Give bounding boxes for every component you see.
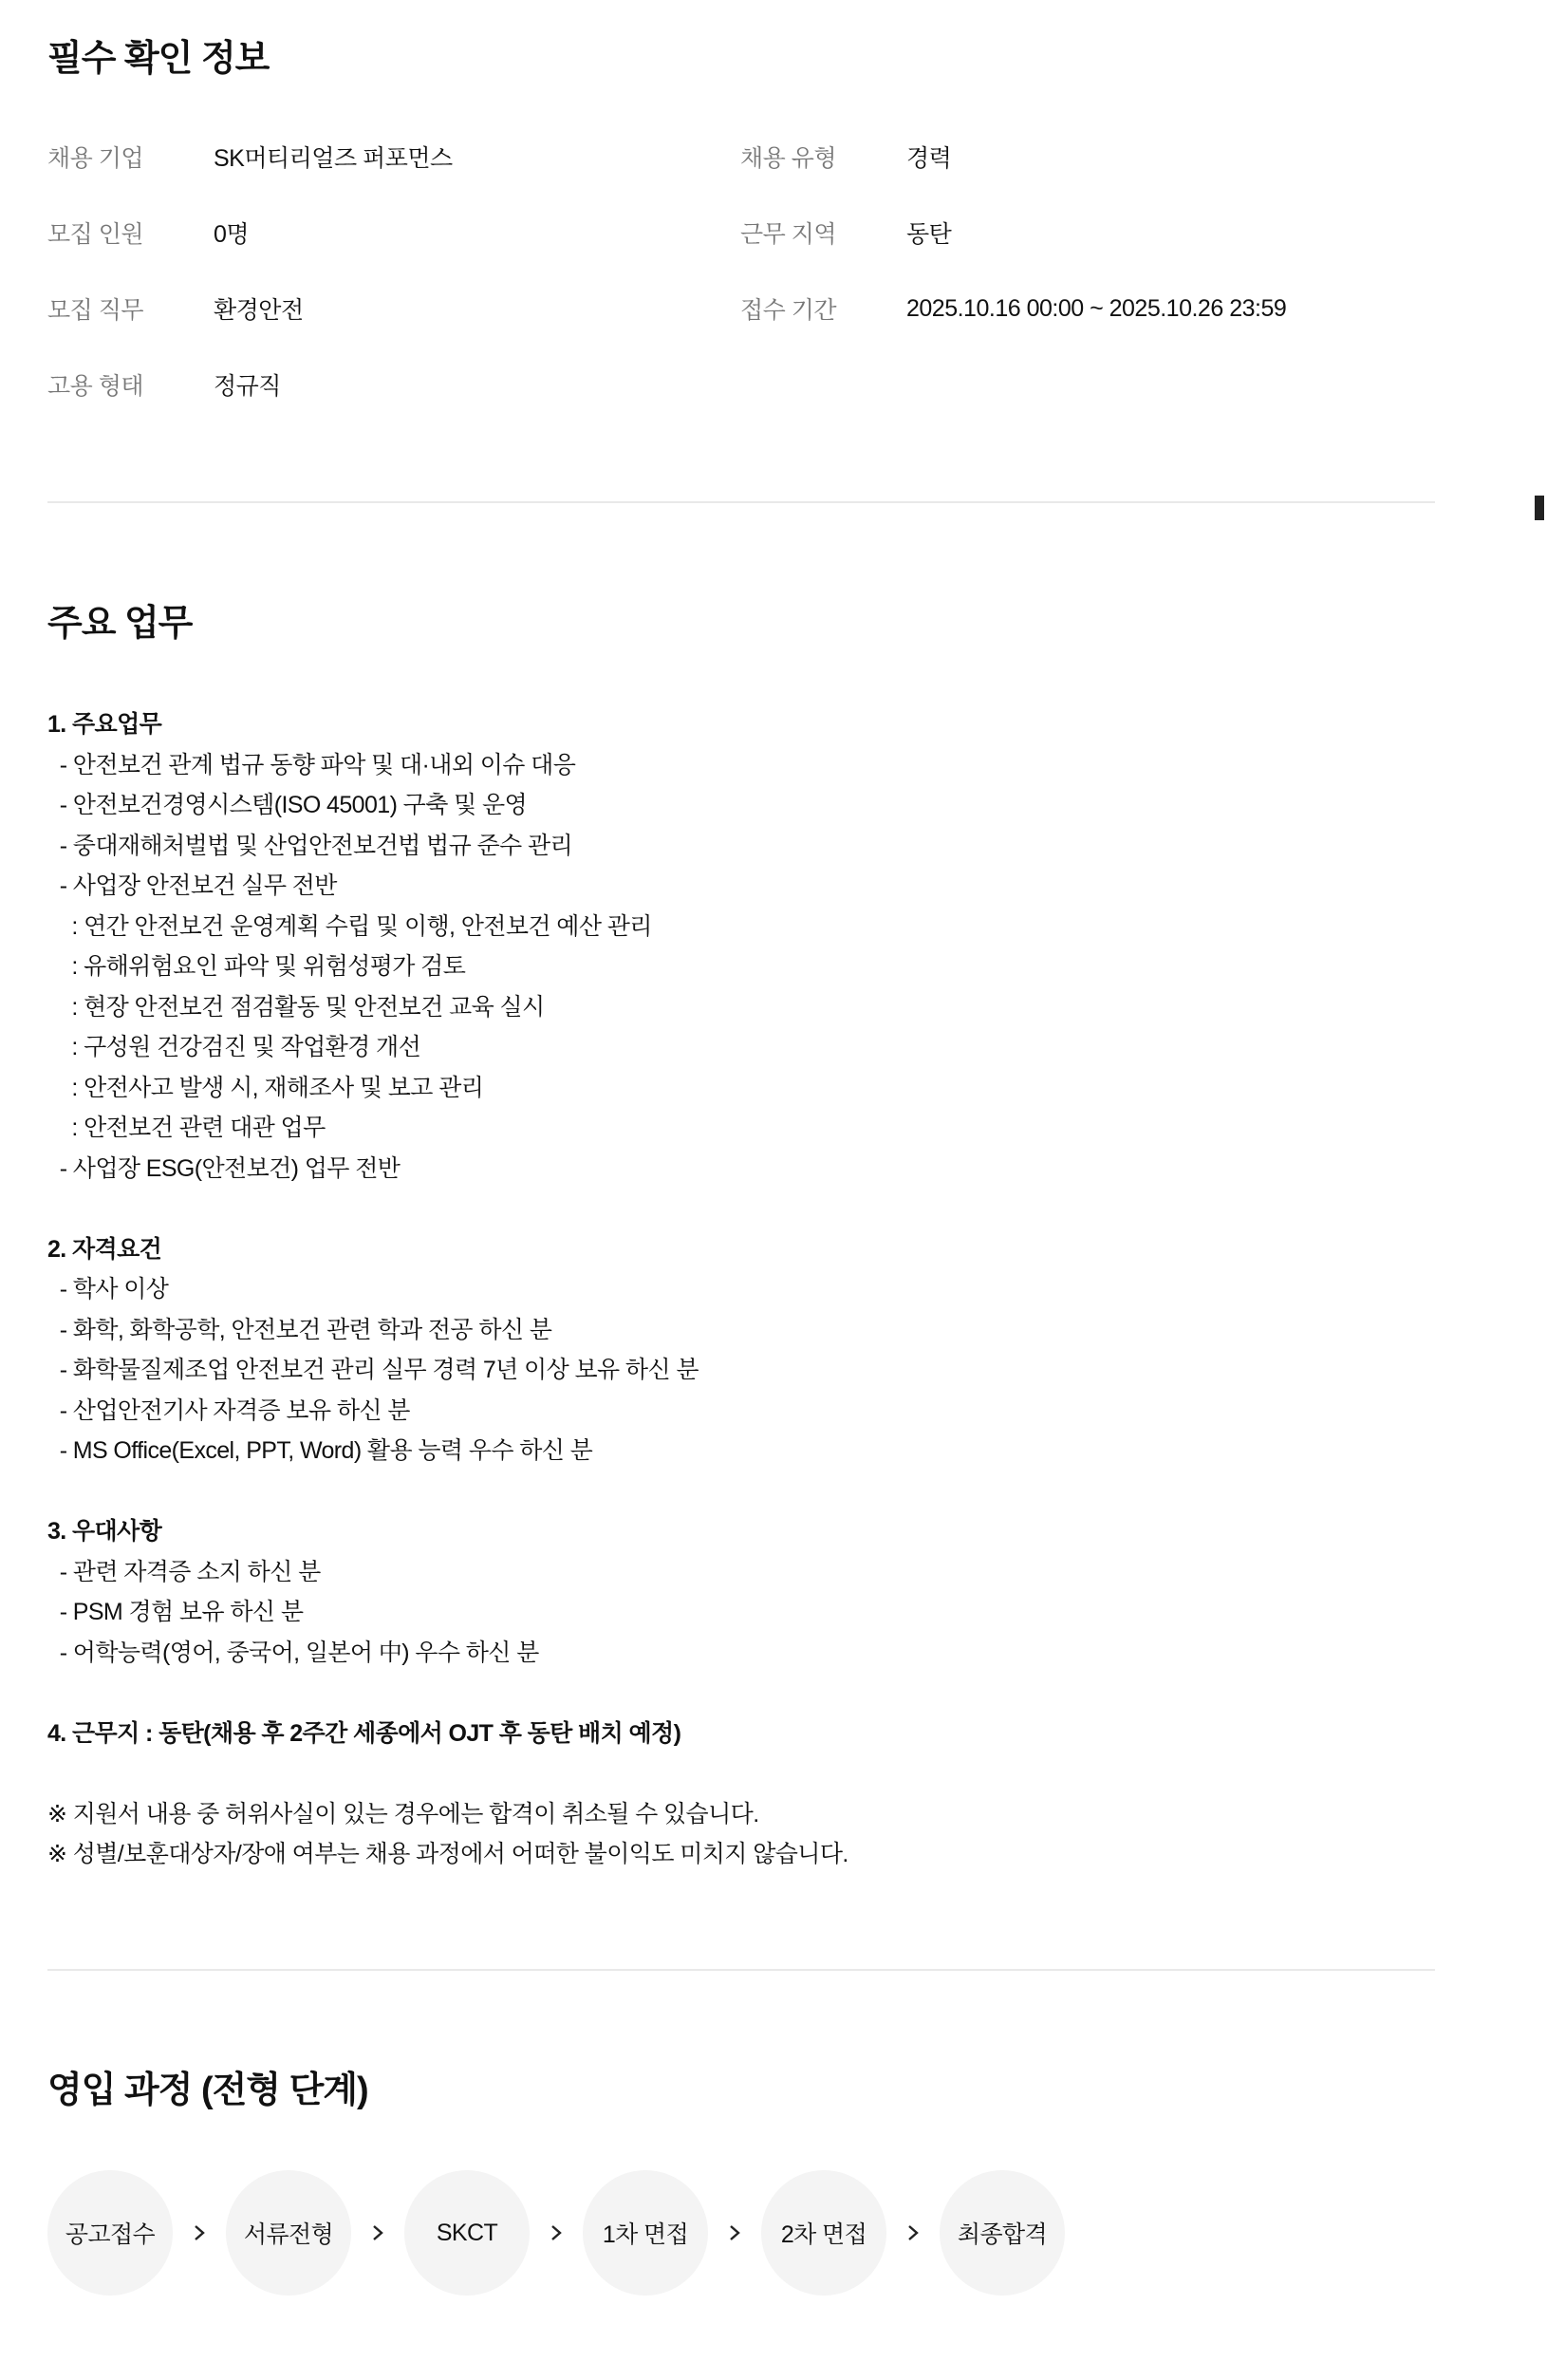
duty-spacer xyxy=(47,1753,1435,1794)
chevron-right-icon xyxy=(173,2223,226,2242)
info-row-period xyxy=(740,290,1286,328)
duty-line: - 안전보건 관계 법규 동향 파악 및 대·내외 이슈 대응 xyxy=(47,751,576,778)
main-duties-body xyxy=(47,704,1435,1875)
duty-line: - 중대재해처벌법 및 산업안전보건법 법규 준수 관리 xyxy=(47,832,573,859)
duty-line: - 어학능력(영어, 중국어, 일본어 中) 우수 하신 분 xyxy=(47,1639,539,1666)
duty-line: - 사업장 ESG(안전보건) 업무 전반 xyxy=(47,1154,401,1182)
info-row-job xyxy=(47,290,304,328)
chevron-right-icon xyxy=(530,2223,583,2242)
process-step: 최종합격 xyxy=(940,2170,1065,2296)
duty-line: - 학사 이상 xyxy=(47,1276,169,1302)
info-value: SK머티리얼즈 퍼포먼스 xyxy=(214,145,453,172)
duty-line: - PSM 경험 보유 하신 분 xyxy=(47,1599,304,1625)
info-label: 모집 인원 xyxy=(47,221,144,248)
duty-line: : 현장 안전보건 점검활동 및 안전보건 교육 실시 xyxy=(47,993,545,1021)
info-label: 고용 형태 xyxy=(47,373,144,400)
process-step: SKCT xyxy=(404,2170,530,2296)
duty-line: - 안전보건경영시스템(ISO 45001) 구축 및 운영 xyxy=(47,792,528,818)
process-step: 서류전형 xyxy=(226,2170,351,2296)
info-label: 접수 기간 xyxy=(740,297,837,324)
main-duties-title: 주요 업무 xyxy=(47,604,193,644)
duty-line: - 산업안전기사 자격증 보유 하신 분 xyxy=(47,1396,410,1424)
duty-line: - 관련 자격증 소지 하신 분 xyxy=(47,1558,321,1585)
info-value: 환경안전 xyxy=(214,297,304,324)
required-info-title: 필수 확인 정보 xyxy=(47,39,270,79)
info-row-location xyxy=(740,214,951,252)
info-label: 모집 직무 xyxy=(47,297,144,324)
process-step: 공고접수 xyxy=(47,2170,173,2296)
info-label: 채용 기업 xyxy=(47,145,144,172)
duty-line: - 화학, 화학공학, 안전보건 관련 학과 전공 하신 분 xyxy=(47,1316,552,1343)
info-row-hire-type xyxy=(740,138,951,176)
chevron-right-icon xyxy=(886,2223,940,2242)
duty-line: : 연간 안전보건 운영계획 수립 및 이행, 안전보건 예산 관리 xyxy=(47,912,652,940)
duty-heading: 4. 근무지 : 동탄(채용 후 2주간 세종에서 OJT 후 동탄 배치 예정) xyxy=(47,1719,681,1747)
duty-heading: 2. 자격요건 xyxy=(47,1235,162,1263)
info-row-employment-type xyxy=(47,365,281,403)
section-divider xyxy=(47,1969,1435,1971)
info-row-company xyxy=(47,138,453,176)
info-value: 2025.10.16 00:00 ~ 2025.10.26 23:59 xyxy=(906,294,1287,322)
duty-heading: 3. 우대사항 xyxy=(47,1518,162,1545)
info-row-headcount xyxy=(47,214,249,252)
duty-line: ※ 지원서 내용 중 허위사실이 있는 경우에는 합격이 취소될 수 있습니다. xyxy=(47,1800,759,1827)
duty-line: ※ 성별/보훈대상자/장애 여부는 채용 과정에서 어떠한 불이익도 미치지 않습니다. xyxy=(47,1841,848,1867)
info-value: 0명 xyxy=(214,221,250,248)
duty-spacer xyxy=(47,1673,1435,1714)
duty-heading: 1. 주요업무 xyxy=(47,711,162,738)
process-steps xyxy=(47,2170,1065,2296)
info-value: 경력 xyxy=(906,145,952,172)
duty-spacer xyxy=(47,1189,1435,1229)
duty-line: - 화학물질제조업 안전보건 관리 실무 경력 7년 이상 보유 하신 분 xyxy=(47,1357,699,1383)
section-divider xyxy=(47,501,1435,503)
process-step: 1차 면접 xyxy=(583,2170,708,2296)
chevron-right-icon xyxy=(351,2223,404,2242)
chevron-right-icon xyxy=(708,2223,761,2242)
info-label: 근무 지역 xyxy=(740,221,837,248)
duty-line: : 안전사고 발생 시, 재해조사 및 보고 관리 xyxy=(47,1074,484,1101)
duty-line: : 안전보건 관련 대관 업무 xyxy=(47,1115,326,1141)
info-value: 정규직 xyxy=(214,373,281,400)
process-step: 2차 면접 xyxy=(761,2170,886,2296)
duty-spacer xyxy=(47,1471,1435,1512)
scroll-indicator[interactable] xyxy=(1535,496,1544,520)
duty-line: : 구성원 건강검진 및 작업환경 개선 xyxy=(47,1034,421,1060)
duty-line: - MS Office(Excel, PPT, Word) 활용 능력 우수 하신 분 xyxy=(47,1437,593,1464)
process-title: 영입 과정 (전형 단계) xyxy=(47,2071,368,2110)
info-label: 채용 유형 xyxy=(740,145,837,172)
duty-line: - 사업장 안전보건 실무 전반 xyxy=(47,872,337,899)
duty-line: : 유해위험요인 파악 및 위험성평가 검토 xyxy=(47,953,466,980)
info-value: 동탄 xyxy=(906,221,952,248)
